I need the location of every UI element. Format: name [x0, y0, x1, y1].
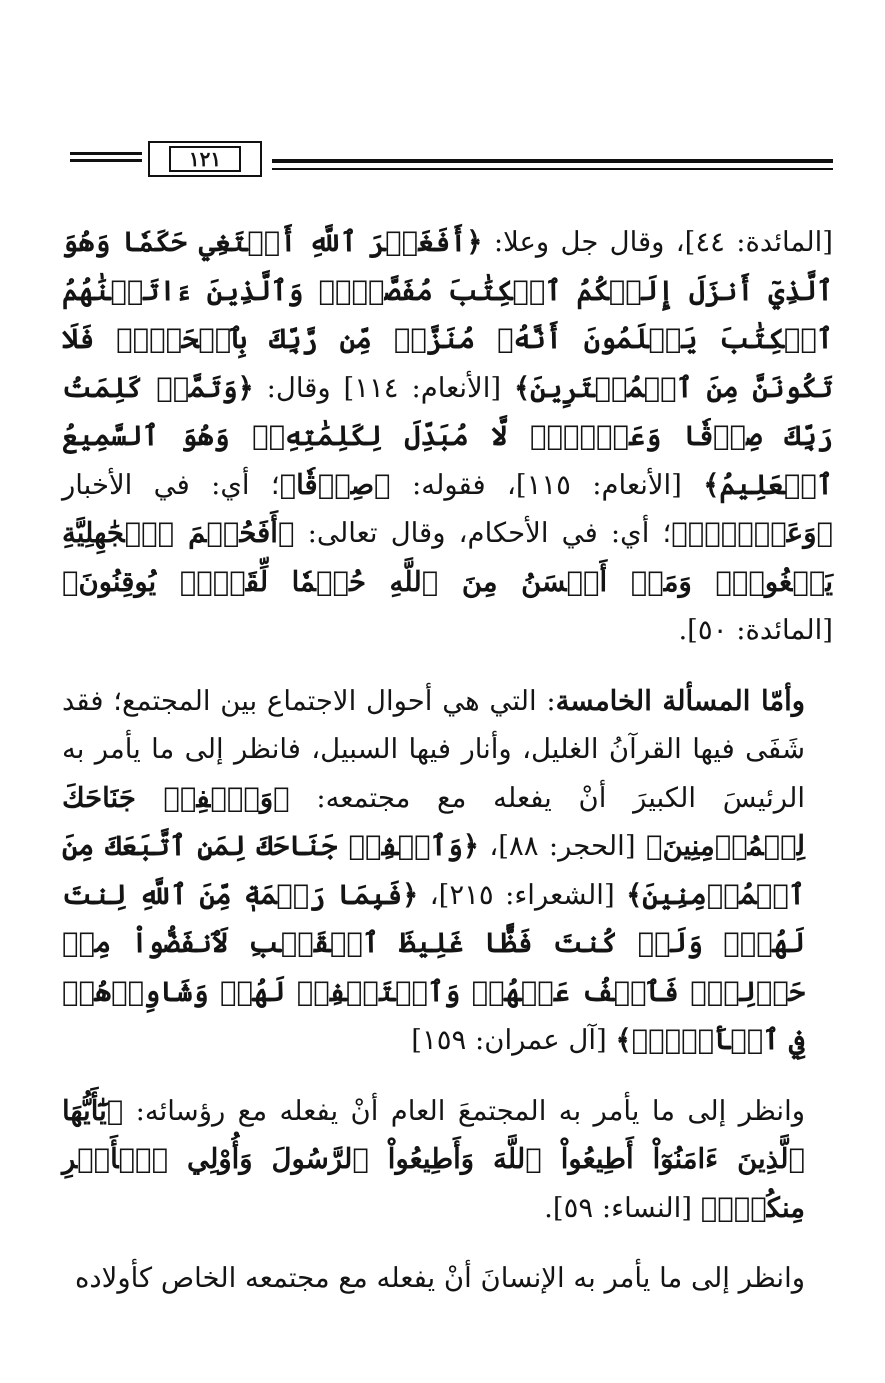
paragraph-4	[62, 1254, 833, 1303]
quran-verse: ﴿وَٱخۡفِضۡ جَنَاحَكَ لِمَنِ ٱتَّبَعَكَ مِنَ ٱلۡمُؤۡمِنِينَ﴾	[62, 830, 805, 911]
body-text: ؛ أي: في الأحكام، وقال تعالى:	[294, 517, 672, 549]
page-header	[62, 138, 833, 186]
quran-verse: ﴿وَعَدۡلٗاۚ﴾	[671, 517, 833, 549]
quran-verse: ﴿أَفَحُكۡمَ ٱلۡجَٰهِلِيَّةِ يَبۡغُونَۚ وَمَنۡ أَحۡسَنُ مِنَ ٱللَّهِ حُكۡمٗا لِّقَوۡمٖ يُوقِنُونَ﴾	[62, 517, 833, 598]
quran-verse: ﴿وَتَمَّتۡ كَلِمَتُ رَبِّكَ صِدۡقٗا وَعَدۡلٗاۚ لَّا مُبَدِّلَ لِكَلِمَٰتِهِۦۚ وَهُوَ ٱلسَّمِيعُ ٱلۡعَلِيمُ﴾	[62, 371, 833, 501]
page-number: ١٢١	[188, 147, 222, 171]
paragraph-2	[62, 677, 833, 1065]
body-text: وانظر إلى ما يأمر به الإنسانَ أنْ يفعله مع مجتمعه الخاص كأولاده	[75, 1262, 805, 1294]
header-rule-left-top	[70, 152, 142, 155]
body-text: ؛ أي: في الأخبار	[62, 468, 280, 501]
page-number-inner-frame	[169, 146, 241, 172]
body-text: [الأنعام: ١١٥]، فقوله:	[390, 468, 704, 501]
quran-verse: ﴿وَٱخۡفِضۡ جَنَاحَكَ لِلۡمُؤۡمِنِينَ﴾	[62, 781, 805, 862]
body-text: [المائدة: ٥٠].	[678, 614, 833, 646]
header-rule-right-top	[272, 159, 833, 163]
quran-verse: ﴿صِدۡقٗا﴾	[279, 468, 391, 501]
paragraph-1	[62, 218, 833, 655]
body-text: وانظر إلى ما يأمر به المجتمعَ العام أنْ يفعله مع رؤسائه:	[123, 1094, 805, 1127]
body-text: [الأنعام: ١١٤] وقال:	[253, 371, 514, 404]
section-heading: وأمّا المسألة الخامسة	[555, 684, 805, 717]
quran-verse: ﴿يَٰٓأَيُّهَا ٱلَّذِينَ ءَامَنُوٓاْ أَطِيعُواْ ٱللَّهَ وَأَطِيعُواْ ٱلرَّسُولَ وَأُوْلِي ٱلۡأَمۡرِ مِنكُمۡۖ﴾	[62, 1094, 805, 1224]
quran-verse: ﴿أَفَغَيۡرَ ٱللَّهِ أَبۡتَغِي حَكَمٗا وَهُوَ ٱلَّذِيٓ أَنزَلَ إِلَيۡكُمُ ٱلۡكِتَٰبَ مُفَصَّلٗاۚ وَٱلَّذِينَ ءَاتَيۡنَٰهُمُ ٱلۡكِتَٰبَ يَعۡلَمُونَ أَنَّهُۥ مُنَزَّلٞ مِّن رَّبِّكَ بِٱلۡحَقِّۖ فَلَا تَكُونَنَّ مِنَ ٱلۡمُمۡتَرِينَ﴾	[62, 226, 833, 404]
quran-verse: ﴿فَبِمَا رَحۡمَةٖ مِّنَ ٱللَّهِ لِنتَ لَهُمۡۖ وَلَوۡ كُنتَ فَظًّا غَلِيظَ ٱلۡقَلۡبِ لَٱنفَضُّواْ مِنۡ حَوۡلِكَۖ فَٱعۡفُ عَنۡهُمۡ وَٱسۡتَغۡفِرۡ لَهُمۡ وَشَاوِرۡهُمۡ فِي ٱلۡأَمۡرِۖ﴾	[62, 878, 805, 1056]
body-text: : التي هي أحوال الاجتماع بين المجتمع؛ فقد شَفَى فيها القرآنُ الغليل، وأنار فيها السبيل، فانظر إلى ما يأمر به الرئيسَ الكبيرَ أنْ يفعله مع مجتمعه:	[62, 684, 805, 814]
page-body	[62, 218, 833, 1303]
body-text: [الشعراء: ٢١٥]،	[418, 878, 627, 911]
header-rule-left-bottom	[70, 159, 142, 162]
paragraph-3	[62, 1087, 833, 1233]
body-text: [آل عمران: ١٥٩]	[411, 1024, 616, 1056]
body-text: [الحجر: ٨٨]،	[478, 830, 646, 862]
header-rule-right-bottom	[272, 168, 833, 170]
body-text: [النساء: ٥٩].	[544, 1191, 701, 1224]
body-text: [المائدة: ٤٤]، وقال جل وعلا:	[482, 226, 834, 258]
page-number-frame	[148, 141, 262, 177]
